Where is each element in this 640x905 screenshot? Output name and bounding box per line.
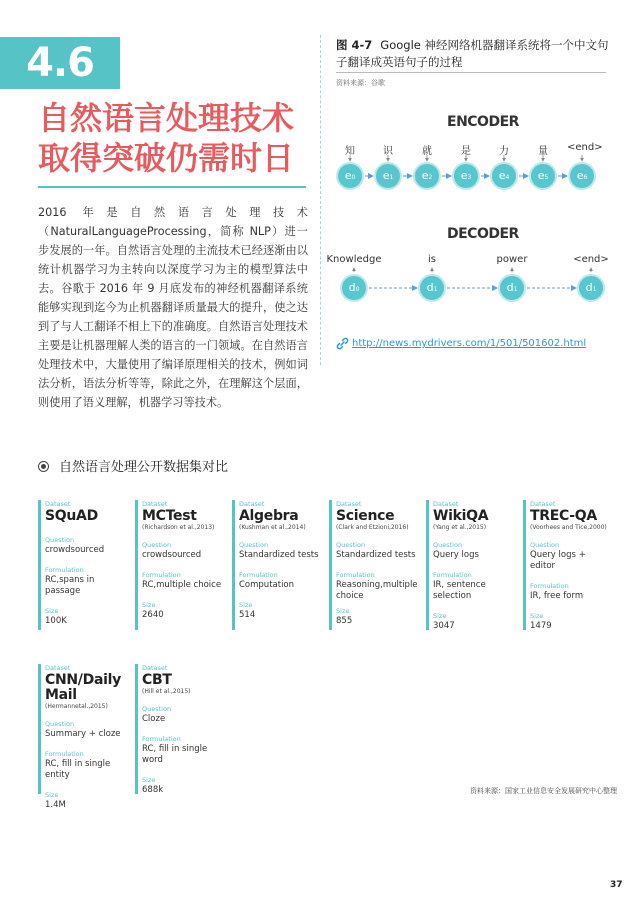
formulation-label: Formulation [530, 582, 569, 590]
bullet-icon [38, 461, 49, 472]
decoder-node: d1 [498, 274, 526, 302]
size-label: Size [45, 791, 59, 799]
section-title [38, 98, 318, 178]
dataset-size: 1.4M [45, 800, 66, 810]
column-divider [320, 35, 322, 365]
formulation-label: Formulation [433, 571, 472, 579]
card-body [142, 500, 224, 621]
formulation-label: Formulation [336, 571, 375, 579]
decoder-label: DECODER [447, 226, 519, 242]
encoder-token: 就 [422, 146, 432, 157]
datasets-heading [38, 456, 228, 475]
figure-source: 资料来源：谷歌 [336, 79, 385, 87]
dataset-question: Cloze [142, 714, 166, 724]
dataset-name: MCTest [142, 508, 197, 524]
card-body [45, 664, 127, 811]
card-accent-bar [232, 500, 235, 630]
dataset-question: Summary + cloze [45, 729, 121, 739]
dataset-formulation: RC, fill in single entity [45, 759, 111, 780]
section-number: 4.6 [0, 37, 120, 89]
dataset-name: WikiQA [433, 508, 489, 524]
dataset-size: 3047 [433, 621, 455, 631]
decoder-token: power [496, 254, 528, 265]
dataset-name: Algebra [239, 508, 299, 524]
question-label: Question [142, 541, 172, 549]
encoder-node: e3 [452, 162, 480, 190]
figure-number: 图 4-7 [336, 38, 373, 52]
encoder-node: e2 [413, 162, 441, 190]
dataset-question: Query logs + editor [530, 550, 586, 571]
dataset-formulation: Computation [239, 580, 295, 590]
body-paragraph: 2016 年是自然语言处理技术（NaturalLanguageProcessing，简称 NLP）进一步发展的一年。自然语言处理的主流技术已经逐渐由以统计机器学习为主转向以深度学习为主的模型算法中去。谷歌于 2016 年 9 月底发布的神经机器翻译系统能够实现到迄今为止机器翻译质量最大的提升，使之达到了与人工翻译不相上下的准确度。自然语言处理技术主要是让机器理解人类的语言的一门领域。在自然语言处理技术中，大量使用了编译原理相关的技术，例如词法分析，语法分析等等，除此之外，在理解这个层面，则使用了语义理解，机器学习等技术。 [38, 206, 308, 409]
dataset-label: Dataset [239, 500, 265, 508]
dataset-citation: (Richardson et al.,2013) [142, 524, 215, 531]
dataset-name: TREC-QA [530, 508, 597, 524]
dataset-name: SQuAD [45, 508, 98, 524]
dataset-question: crowdsourced [45, 545, 105, 555]
card-body [336, 500, 418, 627]
dataset-citation: (Voorhees and Tice,2000) [530, 524, 607, 531]
decoder-token: <end> [573, 254, 609, 265]
decoder-node: d1 [418, 274, 446, 302]
dataset-label: Dataset [45, 500, 71, 508]
dataset-formulation: Reasoning,multiple choice [336, 580, 418, 601]
diagram-arrows [330, 108, 620, 308]
question-label: Question [45, 536, 75, 544]
encoder-node: e5 [529, 162, 557, 190]
question-label: Question [433, 541, 463, 549]
section-title-line1: 自然语言处理技术 [38, 99, 295, 137]
card-accent-bar [38, 664, 41, 794]
question-label: Question [239, 541, 269, 549]
formulation-label: Formulation [45, 750, 84, 758]
dataset-formulation: IR, free form [530, 591, 584, 601]
size-label: Size [530, 612, 544, 620]
formulation-label: Formulation [142, 735, 181, 743]
dataset-size: 100K [45, 616, 67, 626]
card-accent-bar [135, 664, 138, 794]
dataset-name: Science [336, 508, 395, 524]
card-body [142, 664, 224, 796]
dataset-citation [45, 524, 127, 532]
question-label: Question [45, 720, 75, 728]
dataset-citation: (Clark and Etzioni,2016) [336, 524, 409, 531]
dataset-name: CNN/Daily Mail [45, 672, 121, 703]
card-body [239, 500, 321, 621]
dataset-size: 855 [336, 616, 353, 626]
page-number: 37 [610, 880, 623, 890]
question-label: Question [336, 541, 366, 549]
decoder-node: d0 [340, 274, 368, 302]
datasets-heading-text: 自然语言处理公开数据集对比 [59, 460, 229, 475]
dataset-question: Query logs [433, 550, 479, 560]
dataset-label: Dataset [336, 500, 362, 508]
encoder-token: 力 [499, 146, 509, 157]
question-label: Question [530, 541, 560, 549]
dataset-formulation: IR, sentence selection [433, 580, 486, 601]
dataset-citation: (Yang et al.,2015) [433, 524, 487, 531]
encoder-token: <end> [567, 142, 603, 153]
formulation-label: Formulation [142, 571, 181, 579]
dataset-formulation: RC,multiple choice [142, 580, 222, 590]
decoder-node: d1 [577, 274, 605, 302]
title-divider [38, 186, 306, 188]
formulation-label: Formulation [239, 571, 278, 579]
dataset-question: Standardized tests [336, 550, 416, 560]
encoder-label: ENCODER [447, 114, 519, 130]
size-label: Size [336, 607, 350, 615]
size-label: Size [239, 601, 253, 609]
figure-caption-text: Google 神经网络机器翻译系统将一个中文句子翻译成英语句子的过程 [336, 38, 609, 69]
encoder-node: e6 [568, 162, 596, 190]
dataset-label: Dataset [45, 664, 71, 672]
dataset-label: Dataset [142, 500, 168, 508]
section-title-line2: 取得突破仍需时日 [38, 139, 295, 177]
card-body [45, 500, 127, 627]
encoder-token: 识 [383, 146, 393, 157]
card-accent-bar [426, 500, 429, 630]
encoder-decoder-diagram [326, 108, 620, 308]
encoder-node: e1 [374, 162, 402, 190]
card-accent-bar [329, 500, 332, 630]
link-icon [336, 337, 350, 351]
dataset-label: Dataset [433, 500, 459, 508]
dataset-question: crowdsourced [142, 550, 202, 560]
dataset-size: 1479 [530, 621, 552, 631]
encoder-node: e4 [490, 162, 518, 190]
encoder-token: 量 [538, 146, 548, 157]
dataset-label: Dataset [530, 500, 556, 508]
size-label: Size [142, 601, 156, 609]
dataset-question: Standardized tests [239, 550, 319, 560]
dataset-formulation: RC,spans in passage [45, 575, 95, 596]
question-label: Question [142, 705, 172, 713]
table-source: 资料来源：国家工业信息安全发展研究中心整理 [470, 787, 617, 795]
size-label: Size [45, 607, 59, 615]
figure-caption [336, 37, 616, 71]
dataset-size: 688k [142, 785, 164, 795]
decoder-token: is [428, 254, 436, 265]
figure-link[interactable]: http://news.mydrivers.com/1/501/501602.html [352, 338, 587, 349]
figure-rule [336, 72, 606, 73]
card-accent-bar [523, 500, 526, 630]
size-label: Size [142, 776, 156, 784]
dataset-citation: (Hill et al.,2015) [142, 688, 191, 695]
dataset-citation: (Hermannetal.,2015) [45, 703, 108, 710]
card-body [433, 500, 515, 632]
encoder-token: 知 [345, 146, 355, 157]
card-accent-bar [135, 500, 138, 630]
encoder-node: e0 [336, 162, 364, 190]
dataset-formulation: RC, fill in single word [142, 744, 208, 765]
decoder-token: Knowledge [326, 254, 382, 265]
dataset-name: CBT [142, 672, 172, 688]
card-body [530, 500, 612, 632]
size-label: Size [433, 612, 447, 620]
card-accent-bar [38, 500, 41, 630]
formulation-label: Formulation [45, 566, 84, 574]
dataset-citation: (Kushman et al.,2014) [239, 524, 306, 531]
dataset-size: 514 [239, 610, 256, 620]
encoder-token: 是 [461, 146, 471, 157]
dataset-size: 2640 [142, 610, 164, 620]
dataset-label: Dataset [142, 664, 168, 672]
